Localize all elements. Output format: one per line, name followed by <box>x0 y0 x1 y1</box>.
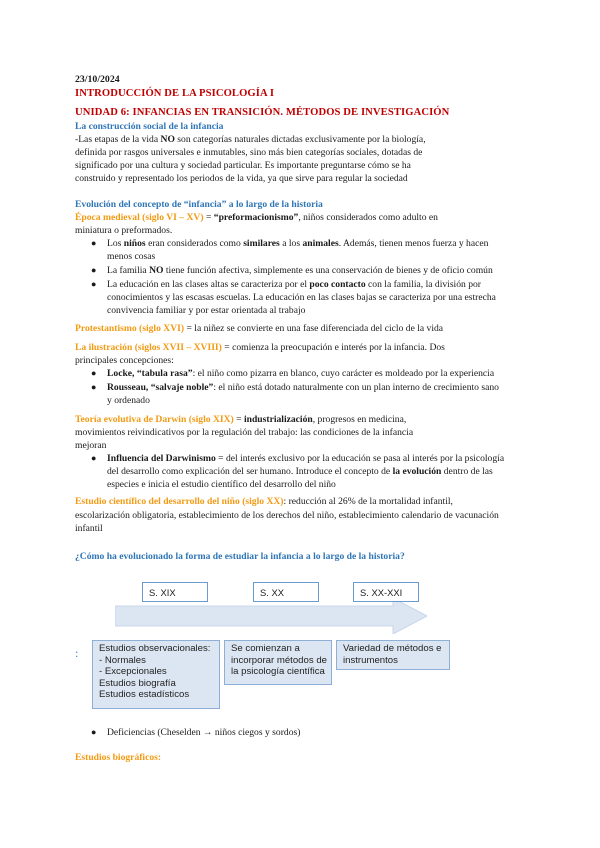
bullet-icon: ● <box>91 368 97 378</box>
box-line: Estudios estadísticos <box>99 689 190 700</box>
bullet-item: Los niños eran considerados como similares a los animales. Además, tienen menos fuerza y hacen <box>107 238 489 249</box>
bullet-icon: ● <box>91 453 97 463</box>
bullet-item: Locke, “tabula rasa”: el niño como pizarra en blanco, cuyo carácter es moldeado por la experiencia <box>107 368 495 379</box>
darwin-line: Teoría evolutiva de Darwin (siglo XIX) = industrialización, progresos en medicina, <box>75 414 407 425</box>
cientifico-line: Estudio científico del desarrollo del niño (siglo XX): reducción al 26% de la mortalidad infantil, <box>75 496 453 507</box>
bullet-icon: ● <box>91 382 97 392</box>
timeline-arrow <box>115 598 427 634</box>
bullet-item-continuation: convivencia familiar y por estar orientada al trabajo <box>107 305 306 316</box>
estudios-biograficos-heading: Estudios biográficos: <box>75 752 162 763</box>
bullet-icon: ● <box>91 238 97 248</box>
bullet-icon: ● <box>91 265 97 275</box>
box-line: Estudios observacionales: <box>99 643 211 654</box>
section-heading-social-construction: La construcción social de la infancia <box>75 121 224 132</box>
paragraph-line: principales concepciones: <box>75 355 174 366</box>
course-title: INTRODUCCIÓN DE LA PSICOLOGÍA I <box>75 88 275 99</box>
box-line: Estudios biografía <box>99 677 176 689</box>
paragraph-line: movimientos reivindicativos por la regulación del trabajo: las condiciones de la infancia <box>75 427 414 438</box>
box-line: Variedad de métodos e <box>343 643 442 654</box>
bullet-item-continuation: menos cosas <box>107 251 156 262</box>
bullet-item-continuation: y ordenado <box>107 395 150 406</box>
unit-title: UNIDAD 6: INFANCIAS EN TRANSICIÓN. MÉTODOS DE INVESTIGACIÓN <box>75 107 450 118</box>
bullet-item: La familia NO tiene función afectiva, simplemente es una conservación de bienes y de oficio común <box>107 265 493 276</box>
paragraph-line: miniatura o preformados. <box>75 225 173 236</box>
deficiencias-item: Deficiencias (Cheselden → niños ciegos y sordos) <box>107 727 301 738</box>
bullet-item-continuation: del desarrollo como explicación del ser humano. Introduce el concepto de la evolución dentro de las <box>107 466 493 477</box>
era-label-xx: S. XX <box>253 582 319 602</box>
protestantismo-line: Protestantismo (siglo XVI) = la niñez se convierte en una fase diferenciada del ciclo de la vida <box>75 323 444 334</box>
paragraph-line: infantil <box>75 523 103 534</box>
info-box-xx <box>224 640 332 685</box>
box-line: - Excepcionales <box>99 666 167 677</box>
paragraph-line: construido y representado los periodos de la vida, ya que sirve para regular la sociedad <box>75 173 408 184</box>
bullet-icon: ● <box>91 279 97 289</box>
bullet-item: La educación en las clases altas se caracteriza por el poco contacto con la familia, la división por <box>107 279 482 290</box>
section-heading-evolution: Evolución del concepto de “infancia” a lo largo de la historia <box>75 199 323 210</box>
era-label-xix: S. XIX <box>142 582 208 602</box>
paragraph-line: mejoran <box>75 440 107 451</box>
paragraph-line: escolarización obligatoria, establecimiento de los derechos del niño, establecimiento calendario de vacunación <box>75 510 499 521</box>
box-line: Se comienzan a <box>231 643 300 654</box>
bullet-item: Rousseau, “salvaje noble”: el niño está dotado naturalmente con un plan interno de crecimiento sano <box>107 382 499 393</box>
bullet-item: Influencia del Darwinismo = del interés exclusivo por la educación se pasa al interés por la psicología <box>107 453 505 464</box>
info-box-xx-xxi <box>336 640 450 670</box>
ilustracion-line: La ilustración (siglos XVII – XVIII) = comienza la preocupación e interés por la infancia. Dos <box>75 342 445 353</box>
paragraph-line: definida por rasgos universales e inmutables, sino más bien categorías sociales, dotadas de <box>75 147 423 158</box>
era-label-xx-xxi: S. XX-XXI <box>353 582 419 602</box>
box-line: instrumentos <box>343 654 398 666</box>
medieval-line: Época medieval (siglo VI – XV) = “preformacionismo”, niños considerados como adulto en <box>75 212 438 223</box>
marker-glyph: : <box>75 646 79 660</box>
paragraph-line: -Las etapas de la vida NO son categorías naturales dictadas exclusivamente por la biología, <box>75 134 426 145</box>
bullet-icon: ● <box>91 727 97 737</box>
box-line: - Normales <box>99 654 146 666</box>
box-line: la psicología científica <box>231 666 325 677</box>
paragraph-line: significado por una cultura y sociedad particular. Es importante preguntarse cómo se ha <box>75 160 411 171</box>
box-line: incorporar métodos de <box>231 654 327 666</box>
bullet-item-continuation: especies e inicia el estudio científico del desarrollo del niño <box>107 479 336 490</box>
section-question: ¿Cómo ha evolucionado la forma de estudiar la infancia a lo largo de la historia? <box>75 551 405 562</box>
info-box-xix <box>92 640 220 709</box>
bullet-item-continuation: conocimientos y las escasas escuelas. La educación en las clases bajas se caracteriza por una estrecha <box>107 292 496 303</box>
date: 23/10/2024 <box>75 74 120 85</box>
